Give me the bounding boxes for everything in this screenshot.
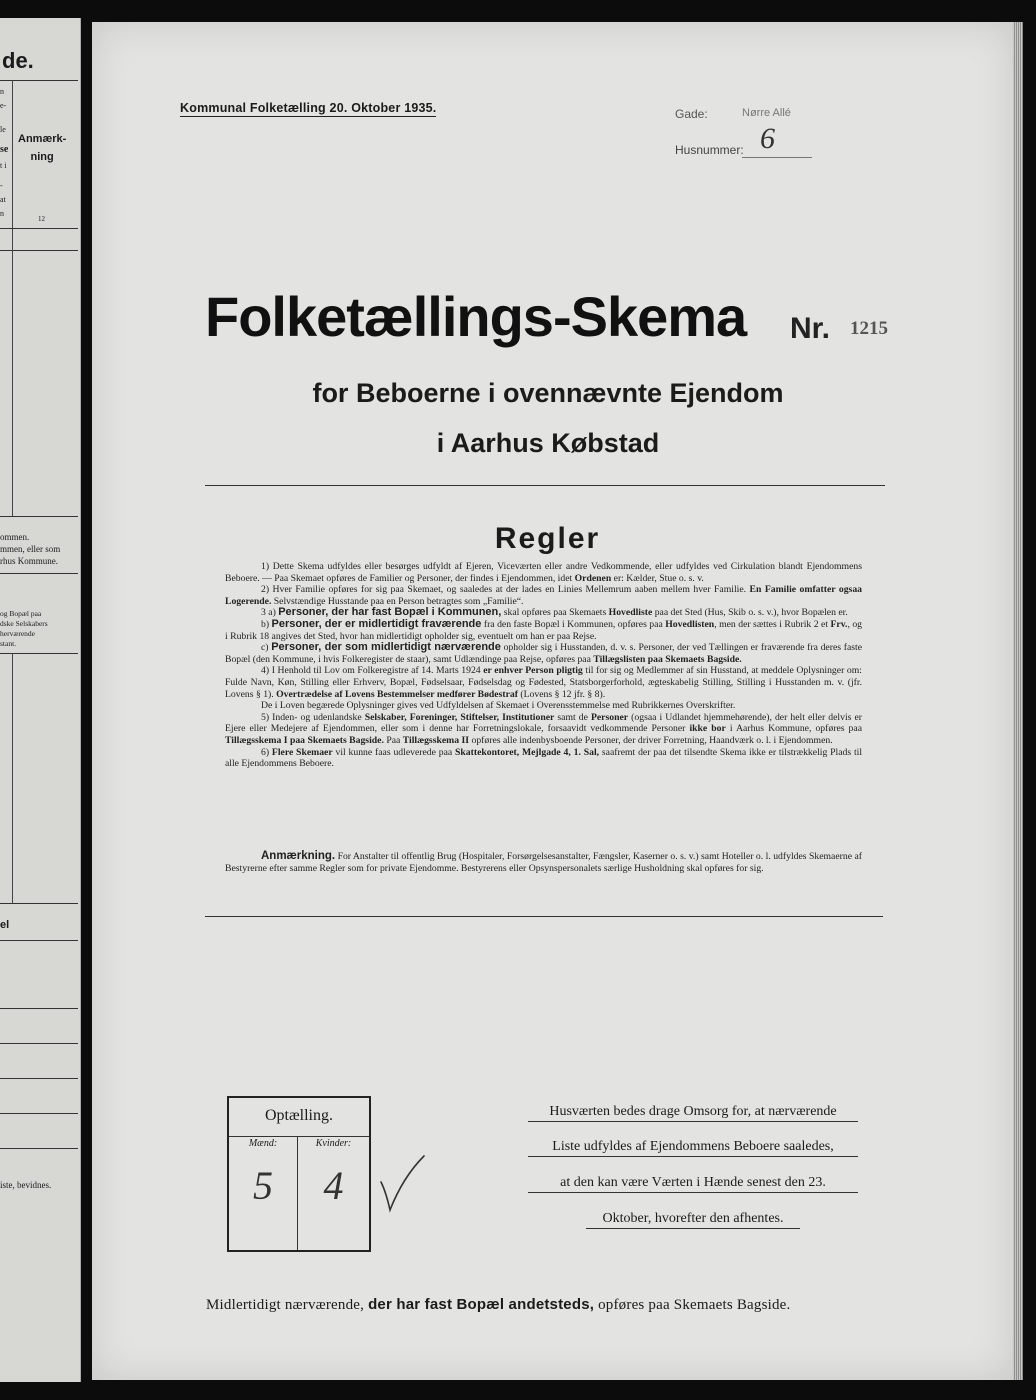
divider-rule [205,485,885,486]
left-col-fragment: t i [0,161,7,170]
men-label: Mænd: [248,1138,278,1149]
left-rule [0,940,78,941]
house-number-underline [742,157,812,158]
women-label: Kvinder: [315,1138,352,1149]
page-stack-edge [1013,22,1023,1380]
left-col-fragment: n [0,87,4,96]
rule-3b: b) Personer, der er midlertidigt fraværende fra den faste Bopæl i Kommunen, opføres paa Hovedlisten, men der sættes i Rubrik 2 et Frv., og i Rubrik 18 angives det Sted, hvor han midlertidigt opholder sig, eventuelt om han er paa Rejse. [225,617,863,642]
left-rule [0,1008,78,1009]
left-text-fragment: rhus Kommune. [0,556,58,566]
left-col-fragment: e- [0,101,7,110]
left-bottom-fragment: iste, bevidnes. [0,1180,52,1190]
left-col-fragment: at [0,195,6,204]
landlord-notice-line3: at den kan være Værten i Hænde senest den 23. [528,1175,858,1193]
left-rule [0,903,78,904]
left-column-divider [12,80,13,250]
left-col-fragment: n [0,209,4,218]
rule-4: 4) I Henhold til Lov om Folkeregistre af 14. Marts 1924 er enhver Person pligtig til for sig og Medlemmer af sin Husstand, at meddele Oplysninger om: Fulde Navn, Køn, Stilling eller Erhverv, Bopæl, Fødselsaar, Fødselsdag og Fødested, Statsborgerforhold, ægteskabelig Stilling, Stilling i Husstanden m. v. (jfr. Lovens § 1). Overtrædelse af Lovens Bestemmelser medfører Bødestraf (Lovens § 12 jfr. § 8). [225,665,862,700]
left-col-fragment: se [0,144,9,155]
street-value: Nørre Allé [742,107,791,119]
check-mark-icon [378,1152,428,1216]
landlord-notice-line1: Husværten bedes drage Omsorg for, at nærværende [528,1104,858,1122]
footer-note: Midlertidigt nærværende, der har fast Bopæl andetsteds, opføres paa Skemaets Bagside. [206,1296,791,1313]
left-text-fragment: stant. [0,639,17,648]
rule-3a: 3 a) Personer, der har fast Bopæl i Kommunen, skal opføres paa Skemaets Hovedliste paa det Sted (Hus, Skib o. s. v.), hvor Bopælen er. [261,606,848,619]
rule-3c: c) Personer, der som midlertidigt nærværende opholder sig i Husstanden, d. v. s. Personer, der ved Tællingen er fraværende fra deres faste Bopæl (den Kommune, i hvis Folkeregister de staar), samt Udlændinge paa Rejse, opføres paa Tillægslisten paa Skemaets Bagside. [225,641,863,665]
form-title: Folketællings-Skema [205,285,747,348]
left-rule [0,573,78,574]
left-row-fragment: el [0,919,10,931]
left-header-fragment: de. [2,48,34,73]
count-title: Optælling. [229,1098,369,1137]
rule-6: 6) Flere Skemaer vil kunne faas udleverede paa Skattekontoret, Mejlgade 4, 1. Sal, saafremt der paa det tilsendte Skema ikke er tilstrækkelig Plads til alle Ejendommens Beboere. [225,746,863,770]
left-text-fragment: og Bopæl paa [0,609,42,618]
left-rule [0,228,78,229]
left-column-divider [12,653,13,903]
left-rule [0,1078,78,1079]
women-count: 4 [323,1163,344,1208]
left-rule [0,1113,78,1114]
census-header-line: Kommunal Folketælling 20. Oktober 1935. [180,101,437,115]
form-subtitle-line1: for Beboerne i ovennævnte Ejendom [312,378,784,408]
left-col-fragment: - [0,181,3,190]
left-text-fragment: ommen. [0,532,30,542]
street-label: Gade: [675,107,708,121]
landlord-notice-line2: Liste udfyldes af Ejendommens Beboere saaledes, [528,1139,858,1157]
rule-5: 5) Inden- og udenlandske Selskaber, Foreninger, Stiftelser, Institutioner samt de Personer (ogsaa i Udlandet hjemmehørende), der helt eller delvis er Ejere eller Medejere af Ejendommen, eller som i denne har Forretningslokale, forsaavidt vedkommende Personer ikke bor i Aarhus Kommune, opføres paa Tillægsskema I paa Skemaets Bagside. Paa Tillægsskema II opføres alle indenbysboende Personer, der driver Forretning, Haandværk o. l. i Ejendommen. [225,711,862,746]
left-rule [0,1148,78,1149]
left-text-fragment: herværende [0,629,35,638]
left-column-heading: Anmærk- ning [18,133,67,163]
left-column-number: 12 [38,215,45,223]
left-text-fragment: dske Selskabers [0,619,48,628]
left-rule [0,1043,78,1044]
house-number-value: 6 [760,122,775,155]
landlord-notice-line4: Oktober, hvorefter den afhentes. [586,1211,800,1229]
rules-heading: Regler [494,522,601,555]
left-col-fragment: le [0,125,6,134]
rule-1: 1) Dette Skema udfyldes eller besørges udfyldt af Ejeren, Viceværten eller andre Vedkommende, eller udfyldes ved Cirkulation blandt Ejendommens Beboere. — Paa Skemaet opføres de Familier og Personer, der findes i Ejendommen, idet Ordenen er: Kælder, Stue o. s. v. [225,561,862,584]
remark-paragraph [225,850,862,875]
divider-rule [205,916,883,917]
form-number-value: 1215 [850,318,888,339]
rule-2: 2) Hver Familie opføres for sig paa Skemaet, og saaledes at der lades en Linies Mellemrum aaben mellem hver Familie. En Familie omfatter ogsaa Logerende. Selvstændige Husstande paa en Person betragtes som „Familie“. [225,584,863,607]
left-facing-page [0,18,81,1382]
remark-body: For Anstalter til offentlig Brug (Hospitaler, Forsørgelsesanstalter, Fængsler, Kaserner o. s. v.) samt Hoteller o. l. udfyldes Skemaerne af Bestyrerne efter samme Regler som for private Ejendomme. Bestyrerens eller Opsynspersonalets særlige Husholdning skal opføres for sig. [225,851,862,874]
house-number-label: Husnummer: [675,143,744,157]
remark-heading: Anmærkning. [261,850,336,862]
left-rule [0,516,78,517]
form-subtitle-line2: i Aarhus Købstad [436,428,660,458]
rule-4-note: De i Loven begærede Oplysninger gives ved Udfyldelsen af Skemaet i Overensstemmelse med Rubrikkernes Overskrifter. [261,700,736,712]
men-count: 5 [253,1163,273,1208]
form-number-label: Nr. [790,312,831,345]
count-box [227,1096,371,1252]
left-text-fragment: mmen, eller som [0,544,61,554]
rules-body [225,561,862,770]
